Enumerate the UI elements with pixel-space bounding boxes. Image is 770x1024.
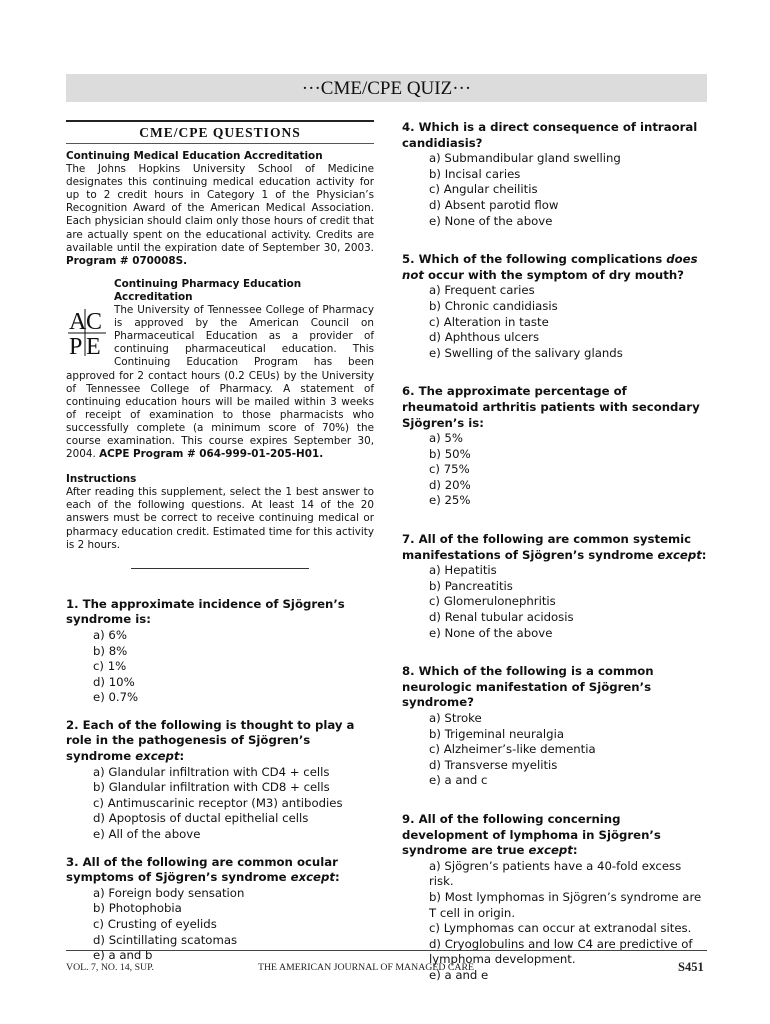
footer-journal: THE AMERICAN JOURNAL OF MANAGED CARE	[258, 962, 474, 973]
question-5	[402, 252, 707, 361]
left-column	[66, 120, 374, 964]
answer-option[interactable]: d) Transverse myelitis	[429, 757, 558, 772]
cpe-program: ACPE Program # 064-999-01-205-H01.	[99, 448, 324, 461]
footer-page-number: S451	[678, 960, 704, 974]
answer-option[interactable]: a) Sjögren’s patients have a 40-fold excess risk.	[429, 858, 682, 889]
answer-option[interactable]: e) a and c	[429, 773, 488, 788]
answer-option[interactable]: c) Crusting of eyelids	[93, 917, 217, 931]
answer-option[interactable]: b) Chronic candidiasis	[429, 298, 558, 313]
answer-option[interactable]: b) Pancreatitis	[429, 578, 513, 593]
question-3	[66, 855, 374, 964]
question-stem: 9. All of the following concerning development of lymphoma in Sjögren’s syndrome are true except:	[402, 811, 661, 858]
right-column	[402, 120, 707, 984]
answer-option[interactable]: d) Apoptosis of ductal epithelial cells	[93, 811, 309, 826]
answer-option[interactable]: a) Foreign body sensation	[93, 885, 245, 900]
svg-text:A: A	[69, 309, 87, 336]
question-6	[402, 384, 707, 509]
question-stem: 1. The approximate incidence of Sjögren’s syndrome is:	[66, 596, 345, 627]
answer-options	[402, 283, 707, 361]
answer-option[interactable]: a) Frequent caries	[429, 283, 535, 298]
answer-option[interactable]: b) Photophobia	[93, 901, 182, 916]
question-1	[66, 597, 374, 706]
question-stem: 5. Which of the following complications does not occur with the symptom of dry mouth?	[402, 252, 698, 282]
answer-options	[402, 431, 707, 509]
answer-options	[402, 711, 707, 789]
answer-option[interactable]: b) Glandular infiltration with CD8 + cells	[93, 780, 330, 795]
question-7	[402, 532, 707, 641]
answer-option[interactable]: b) Incisal caries	[429, 166, 521, 181]
question-stem: 8. Which of the following is a common neurologic manifestation of Sjögren’s syndrome?	[402, 664, 654, 710]
cme-title: Continuing Medical Education Accreditation	[66, 150, 323, 162]
question-stem: 4. Which is a direct consequence of intraoral candidiasis?	[402, 120, 698, 150]
answer-option[interactable]: e) Swelling of the salivary glands	[429, 345, 623, 360]
left-questions	[66, 597, 374, 964]
answer-option[interactable]: d) 20%	[429, 477, 471, 492]
cpe-title: Continuing Pharmacy Education Accreditation	[114, 277, 302, 303]
answer-option[interactable]: e) None of the above	[429, 213, 553, 228]
quiz-banner	[66, 74, 707, 102]
instructions	[66, 473, 374, 552]
answer-option[interactable]: e) None of the above	[429, 625, 553, 640]
question-stem: 6. The approximate percentage of rheumatoid arthritis patients with secondary Sjögren’s is:	[402, 384, 700, 430]
answer-option[interactable]: b) 8%	[93, 643, 128, 658]
cme-body: The Johns Hopkins University School of Medicine designates this continuing medical education activity for up to 2 credit hours in Category 1 of the Physician’s Recognition Award of the American Medical Association. Each physician should claim only those hours of credit that are actually spent on the educational activity. Credits are available until the expiration date of September 30, 2003. Program # 070008S.	[66, 163, 374, 267]
instructions-title: Instructions	[66, 473, 137, 486]
answer-option[interactable]: b) 50%	[429, 446, 471, 461]
answer-option[interactable]: c) 1%	[93, 659, 127, 674]
svg-text:P: P	[69, 334, 83, 359]
answer-option[interactable]: a) 6%	[93, 627, 127, 642]
answer-option[interactable]: a) Glandular infiltration with CD4 + cells	[93, 764, 330, 779]
answer-option[interactable]: d) Renal tubular acidosis	[429, 610, 574, 625]
answer-option[interactable]: d) 10%	[93, 674, 135, 689]
answer-option[interactable]: a) Hepatitis	[429, 563, 497, 578]
answer-option[interactable]: e) 0.7%	[93, 690, 139, 705]
question-8	[402, 664, 707, 789]
answer-option[interactable]: c) 75%	[429, 462, 470, 477]
answer-options	[66, 628, 374, 706]
answer-options	[402, 563, 707, 641]
answer-option[interactable]: d) Scintillating scatomas	[93, 932, 238, 947]
answer-options	[66, 765, 374, 843]
answer-option[interactable]: e) 25%	[429, 493, 471, 508]
answer-option[interactable]: b) Most lymphomas in Sjögren’s syndrome are T cell in origin.	[429, 889, 702, 920]
answer-option[interactable]: e) a and e	[429, 967, 489, 982]
question-4	[402, 120, 707, 229]
question-9	[402, 812, 707, 984]
svg-text:C: C	[86, 309, 103, 336]
answer-option[interactable]: a) Stroke	[429, 711, 482, 725]
answer-option[interactable]: e) a and b	[93, 948, 153, 963]
question-2	[66, 718, 374, 843]
cpe-body: The University of Tennessee College of Pharmacy is approved by the American Council on Pharmaceutical Education as a provider of continuing pharmaceutical education. This Continuing Education Program has been approved for 2 contact hours (0.2 CEUs) by the University of Tennessee College of Pharmacy. A statement of continuing education hours will be mailed within 3 weeks of receipt of examination to those pharmacists who successfully complete (a minimum score of 70%) the course examination. This course expires September 30, 2004. ACPE Program # 064-999-01-205-H01.	[66, 304, 374, 461]
answer-options	[66, 886, 374, 964]
answer-option[interactable]: a) Submandibular gland swelling	[429, 151, 621, 166]
question-stem: 7. All of the following are common systemic manifestations of Sjögren’s syndrome except:	[402, 532, 707, 562]
answer-options	[402, 151, 707, 229]
acpe-logo	[68, 306, 106, 358]
answer-option[interactable]: d) Cryoglobulins and low C4 are predictive of lymphoma development.	[429, 936, 693, 967]
answer-option[interactable]: e) All of the above	[93, 827, 201, 842]
answer-option[interactable]: c) Alteration in taste	[429, 314, 549, 329]
answer-option[interactable]: c) Glomerulonephritis	[429, 594, 556, 609]
cpe-accreditation	[66, 278, 374, 461]
cme-accreditation	[66, 150, 374, 268]
cme-program: Program # 070008S.	[66, 254, 188, 267]
banner-title: ···CME/CPE QUIZ···	[301, 78, 472, 99]
question-stem: 2. Each of the following is thought to play a role in the pathogenesis of Sjögren’s syndrome except:	[66, 717, 355, 764]
question-stem: 3. All of the following are common ocular symptoms of Sjögren’s syndrome except:	[66, 854, 340, 885]
footer-volume: VOL. 7, NO. 14, SUP.	[66, 962, 154, 973]
answer-option[interactable]: d) Aphthous ulcers	[429, 330, 540, 345]
answer-option[interactable]: c) Alzheimer’s-like dementia	[429, 742, 596, 757]
answer-option[interactable]: c) Antimuscarinic receptor (M3) antibodies	[93, 795, 343, 810]
section-title: CME/CPE QUESTIONS	[66, 120, 374, 144]
answer-option[interactable]: d) Absent parotid flow	[429, 197, 559, 212]
answer-option[interactable]: a) 5%	[429, 431, 463, 446]
instructions-body: After reading this supplement, select the 1 best answer to each of the following questions. At least 14 of the 20 answers must be correct to receive continuing medical or pharmacy education credit. Estimated time for this activity is 2 hours.	[66, 486, 374, 551]
right-questions	[402, 120, 707, 984]
footer-rule	[66, 950, 707, 951]
divider	[131, 568, 309, 569]
answer-option[interactable]: c) Angular cheilitis	[429, 182, 538, 197]
answer-option[interactable]: b) Trigeminal neuralgia	[429, 726, 564, 741]
answer-option[interactable]: c) Lymphomas can occur at extranodal sites.	[429, 921, 692, 936]
svg-text:E: E	[86, 334, 101, 359]
